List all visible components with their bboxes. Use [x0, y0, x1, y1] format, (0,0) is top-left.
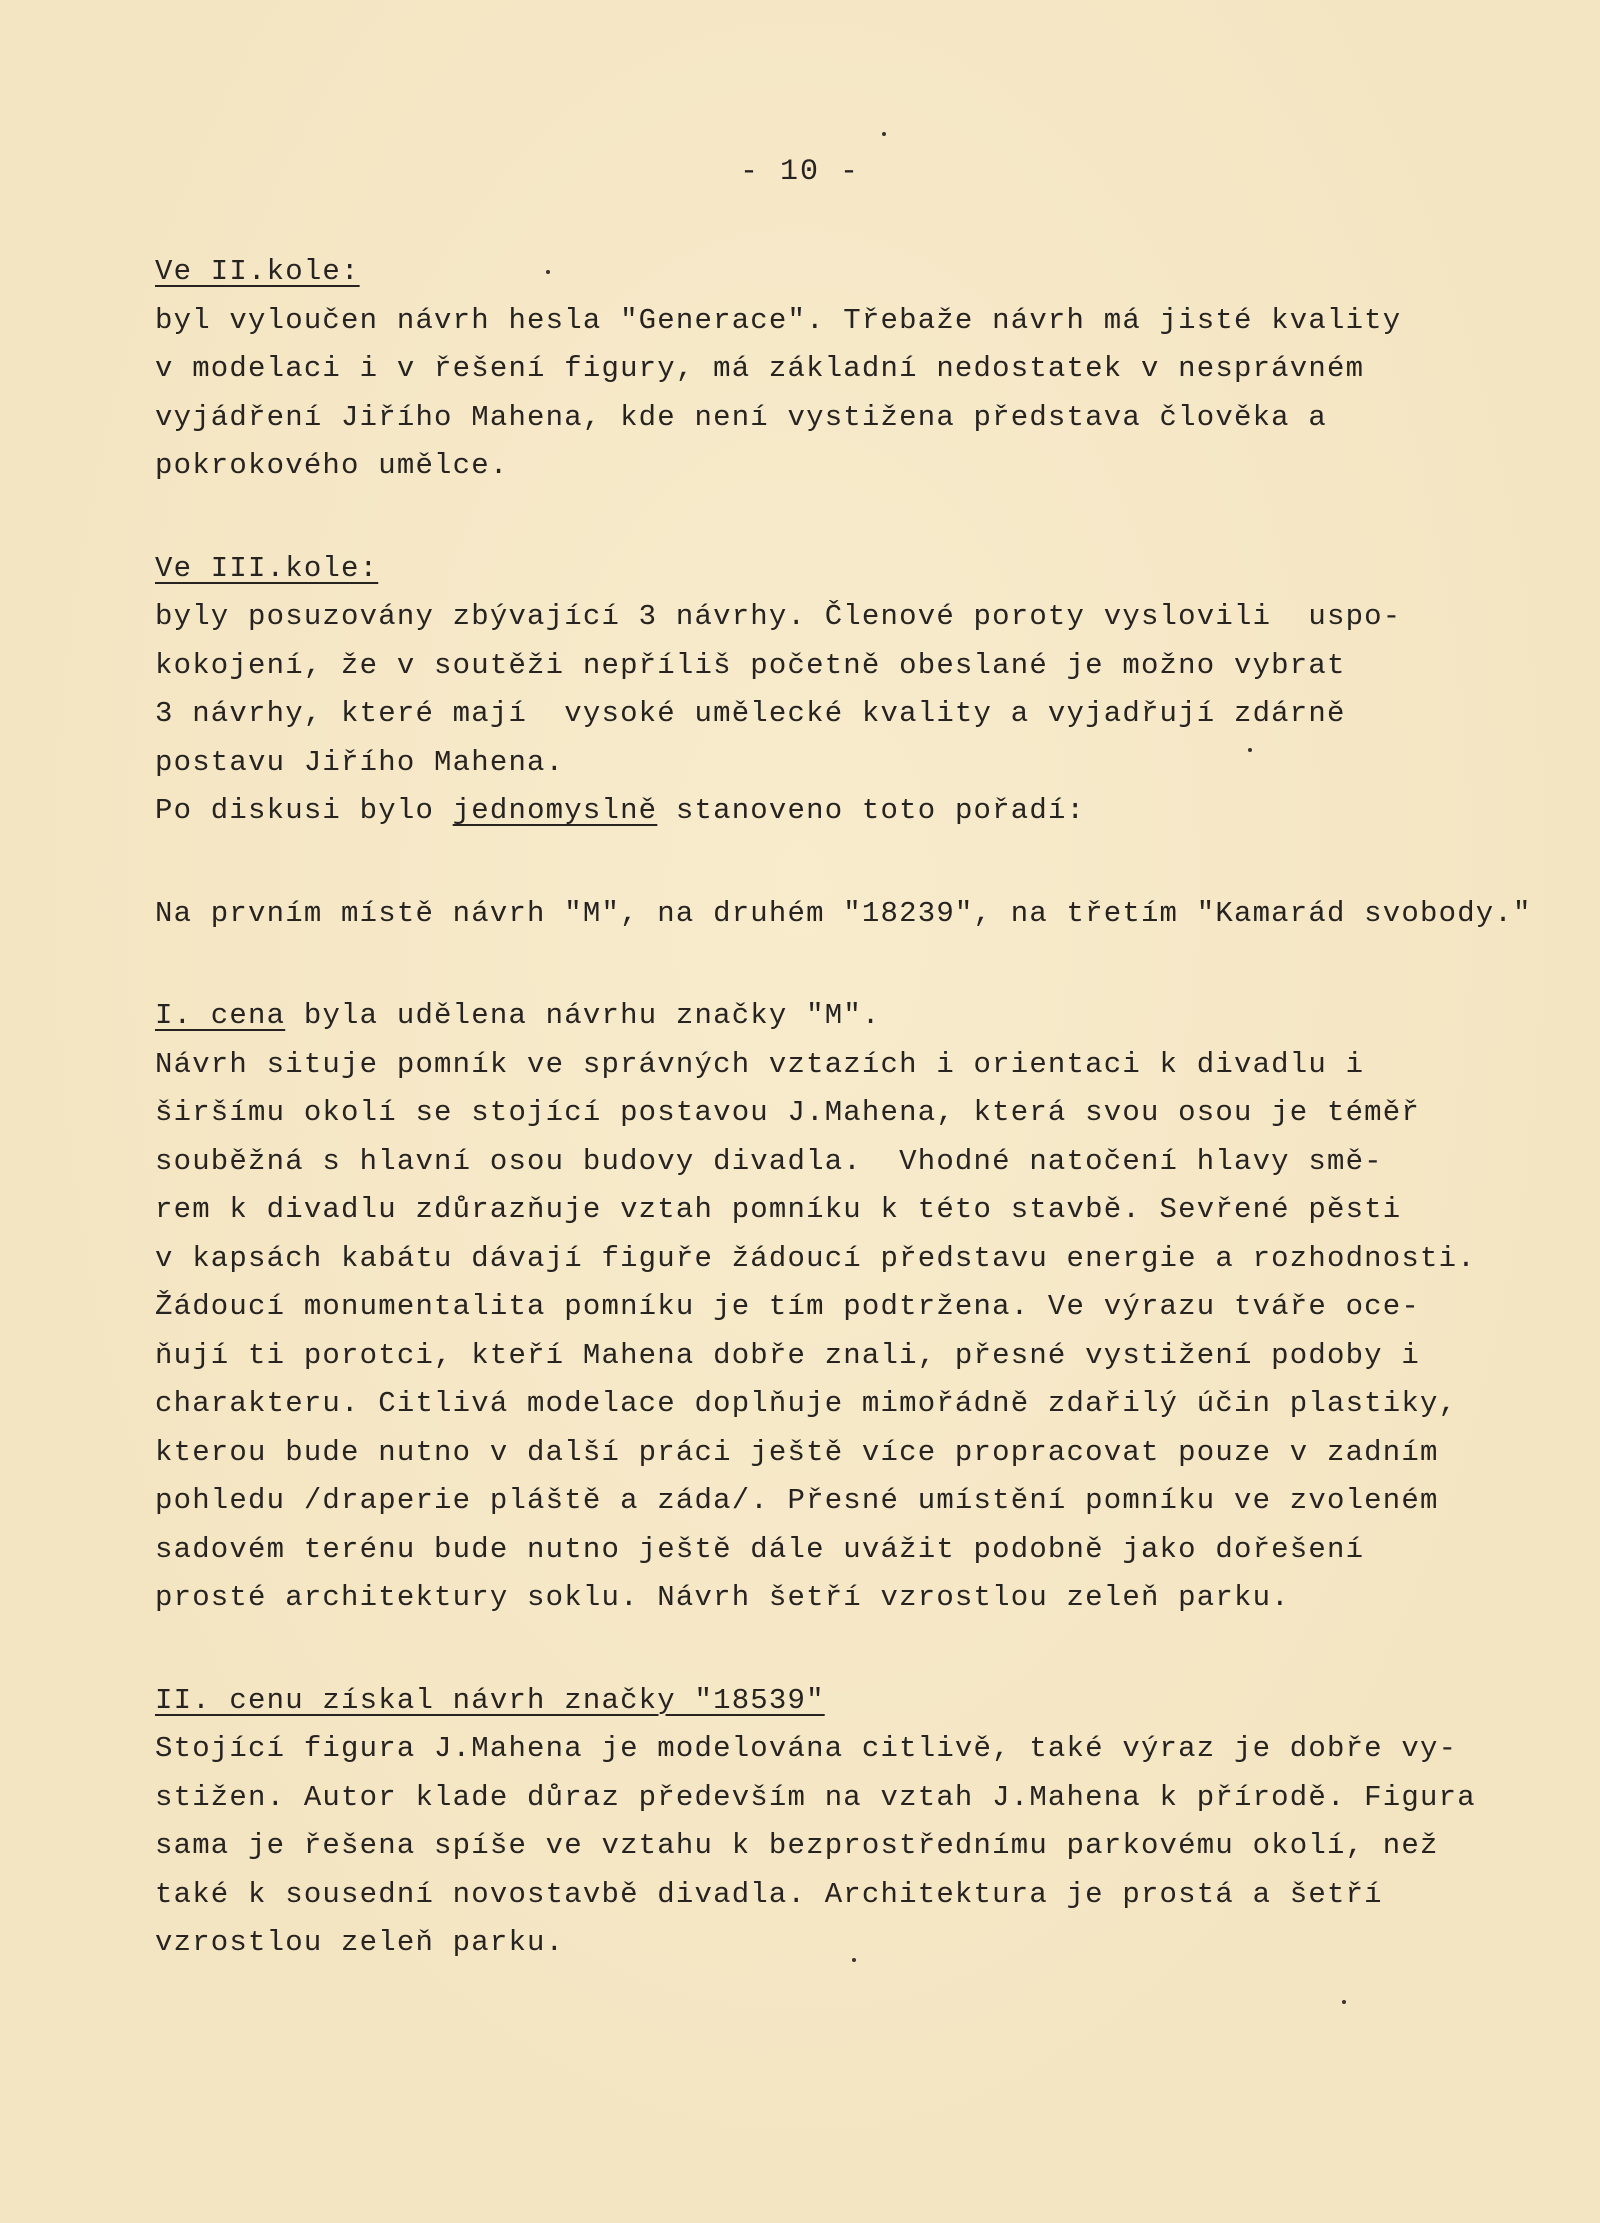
- paragraph-line: v kapsách kabátu dávají figuře žádoucí představu energie a rozhodnosti.: [155, 1241, 1476, 1275]
- paragraph-line: byly posuzovány zbývající 3 návrhy. Členové poroty vyslovili uspo-: [155, 600, 1402, 633]
- section-heading-round-2: Ve II.kole:: [155, 255, 360, 288]
- paragraph-line: prosté architektury soklu. Návrh šetří vzrostlou zeleň parku.: [155, 1581, 1290, 1614]
- paragraph-line: stižen. Autor klade důraz především na vztah J.Mahena k přírodě. Figura: [155, 1780, 1476, 1814]
- section-heading-round-3: Ve III.kole:: [155, 551, 379, 585]
- paragraph-line: pohledu /draperie pláště a záda/. Přesné umístění pomníku ve zvoleném: [155, 1484, 1439, 1517]
- ink-speck: [1342, 2000, 1346, 2004]
- paragraph-line: také k sousední novostavbě divadla. Architektura je prostá a šetří: [155, 1877, 1383, 1911]
- first-prize-heading: [155, 992, 1545, 1041]
- first-prize-heading-underlined: I. cena: [155, 999, 286, 1032]
- paragraph-line: souběžná s hlavní osou budovy divadla. Vhodné natočení hlavy smě-: [155, 1144, 1383, 1178]
- paragraph-line: vyjádření Jiřího Mahena, kde není vystižena představa člověka a: [155, 400, 1327, 434]
- paragraph-line: ňují ti porotci, kteří Mahena dobře znali, přesné vystižení podoby i: [155, 1338, 1420, 1372]
- first-prize-heading-rest: byla udělena návrhu značky "M".: [285, 999, 881, 1032]
- second-prize-heading: II. cenu získal návrh značky "18539": [155, 1683, 825, 1717]
- verdict-after: stanoveno toto pořadí:: [657, 794, 1086, 827]
- ink-speck: [1248, 748, 1252, 752]
- paragraph-line: charakteru. Citlivá modelace doplňuje mimořádně zdařilý účin plastiky,: [155, 1387, 1458, 1420]
- paragraph-line: kokojení, že v soutěži nepříliš početně obeslané je možno vybrat: [155, 648, 1346, 682]
- document-body: [155, 248, 1545, 1968]
- paragraph-line: pokrokového umělce.: [155, 449, 509, 482]
- paragraph-line: v modelaci i v řešení figury, má základní nedostatek v nesprávném: [155, 352, 1365, 385]
- paragraph-line: byl vyloučen návrh hesla "Generace". Třebaže návrh má jisté kvality: [155, 303, 1402, 337]
- ink-speck: [546, 270, 550, 274]
- paragraph-line: kterou bude nutno v další práci ještě více propracovat pouze v zadním: [155, 1435, 1439, 1469]
- paragraph-line: 3 návrhy, které mají vysoké umělecké kvality a vyjadřují zdárně: [155, 697, 1346, 730]
- paragraph-line: sadovém terénu bude nutno ještě dále uvážit podobně jako dořešení: [155, 1532, 1365, 1566]
- paragraph-line: širšímu okolí se stojící postavou J.Mahena, která svou osou je téměř: [155, 1096, 1420, 1129]
- paragraph-line: Návrh situje pomník ve správných vztazích i orientaci k divadlu i: [155, 1047, 1365, 1081]
- paragraph-line: sama je řešena spíše ve vztahu k bezprostřednímu parkovému okolí, než: [155, 1829, 1439, 1862]
- verdict-underlined: jednomyslně: [452, 794, 658, 827]
- paragraph-line: Stojící figura J.Mahena je modelována citlivě, také výraz je dobře vy-: [155, 1732, 1458, 1765]
- paragraph-line: postavu Jiřího Mahena.: [155, 745, 565, 779]
- verdict-before: Po diskusi bylo: [155, 794, 453, 827]
- paragraph-line: vzrostlou zeleň parku.: [155, 1926, 565, 1959]
- page-number: - 10 -: [740, 155, 861, 189]
- verdict-line: [155, 787, 1545, 836]
- paragraph-line: rem k divadlu zdůrazňuje vztah pomníku k této stavbě. Sevřené pěsti: [155, 1193, 1402, 1226]
- paragraph-line: Žádoucí monumentalita pomníku je tím podtržena. Ve výrazu tváře oce-: [155, 1290, 1420, 1323]
- ranking-line: Na prvním místě návrh "M", na druhém "18239", na třetím "Kamarád svobody.": [155, 896, 1532, 930]
- ink-speck: [852, 1958, 856, 1962]
- ink-speck: [882, 132, 886, 136]
